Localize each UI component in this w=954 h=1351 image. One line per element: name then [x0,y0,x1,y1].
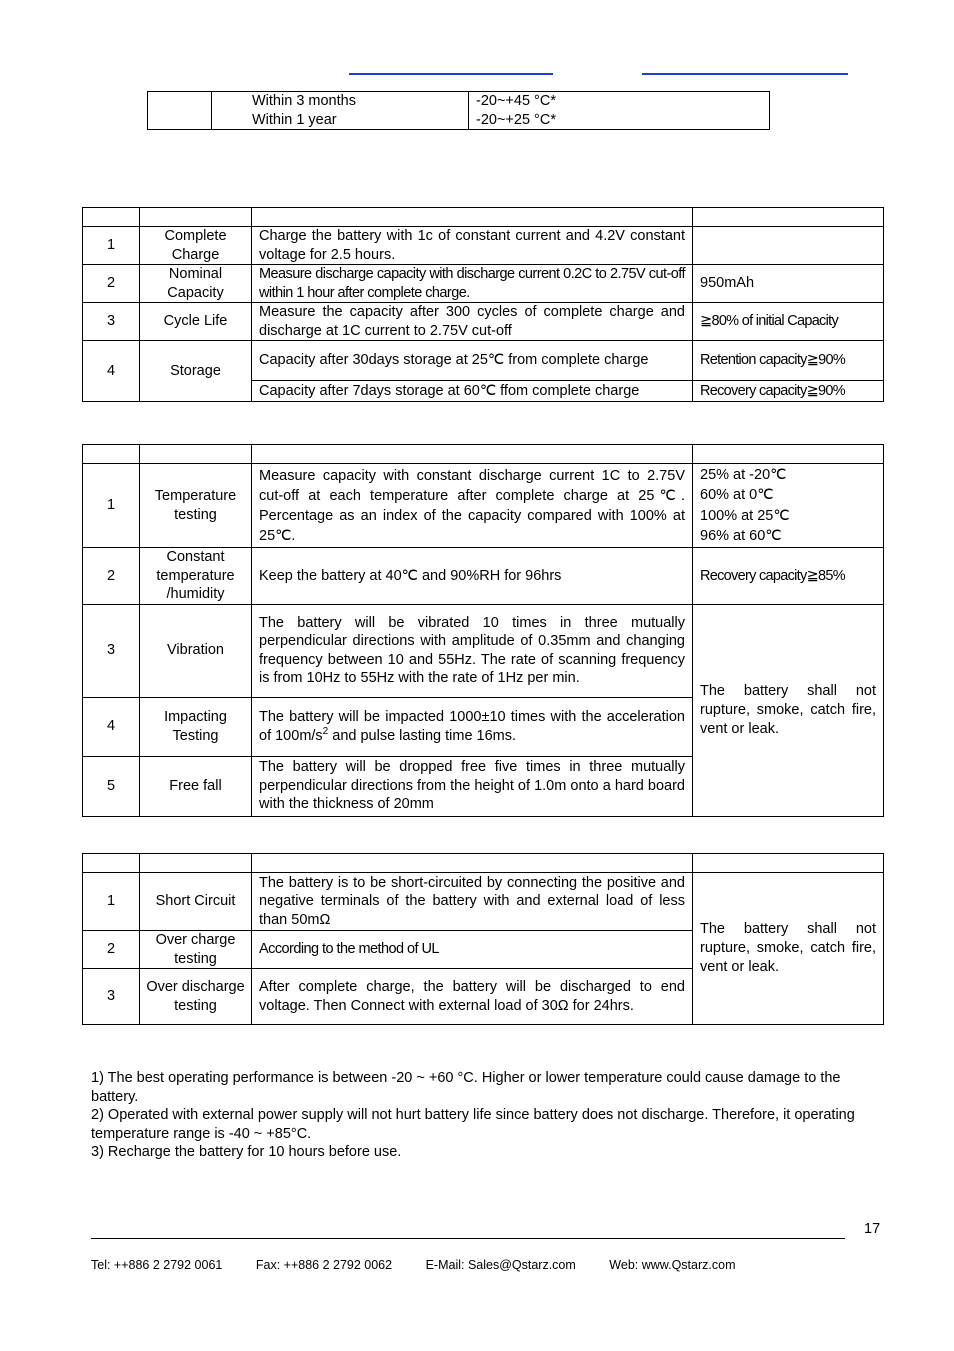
row-number: 4 [83,341,140,402]
storage-blank-cell [148,92,212,130]
table-row [83,464,884,548]
test-method: Capacity after 7days storage at 60℃ ffom complete charge [252,381,693,402]
link-underline-left[interactable] [349,73,553,75]
test-item: Over discharge testing [140,969,252,1025]
footer-email[interactable]: E-Mail: Sales@Qstarz.com [425,1258,576,1272]
note-item: 3) Recharge the battery for 10 hours before use. [91,1144,402,1160]
test-item: Short Circuit [140,873,252,931]
test-item: Vibration [140,604,252,697]
footer-web[interactable]: Web: www.Qstarz.com [609,1258,736,1272]
storage-periods [212,92,469,130]
table-row [83,604,884,697]
test-item: Temperature testing [140,464,252,548]
table-row [83,303,884,341]
row-number: 1 [83,464,140,548]
test-method: Keep the battery at 40℃ and 90%RH for 96hrs [252,548,693,605]
test-method: Charge the battery with 1c of constant current and 4.2V constant voltage for 2.5 hours. [252,227,693,265]
row-number: 5 [83,756,140,816]
test-method: Measure the capacity after 300 cycles of complete charge and discharge at 1C current to 2.75V cut-off [252,303,693,341]
link-underline-right[interactable] [642,73,848,75]
storage-period: Within 3 months [252,93,356,109]
row-number: 1 [83,873,140,931]
test-item: Impacting Testing [140,697,252,756]
table-row [83,873,884,931]
test-method: The battery will be vibrated 10 times in three mutually perpendicular directions with amplitude of 0.35mm and changing frequency between 10 and 55Hz. The rate of scanning frequency is from 10Hz to 55Hz with the rate of 1Hz per min. [252,604,693,697]
electrical-characteristics-table [82,207,884,402]
row-number: 1 [83,227,140,265]
method-text: The battery will be impacted 1000±10 times with the acceleration of 100m/s [259,709,685,744]
temperature-result: 96% at 60℃ [700,528,782,544]
row-number: 2 [83,265,140,303]
test-result: Recovery capacity≧90% [693,381,884,402]
test-item: Nominal Capacity [140,265,252,303]
row-number: 2 [83,931,140,969]
row-number: 4 [83,697,140,756]
test-method: Measure discharge capacity with discharge current 0.2C to 2.75V cut-off within 1 hour after complete charge. [252,265,693,303]
test-method: According to the method of UL [252,931,693,969]
note-item: 2) Operated with external power supply will not hurt battery life since battery does not discharge. Therefore, it operating temperature range is -40 ~ +85°C. [91,1107,855,1142]
test-method: The battery is to be short-circuited by connecting the positive and negative terminals of the battery with and external load of less than 50mΩ [252,873,693,931]
test-item: Complete Charge [140,227,252,265]
test-results [693,464,884,548]
row-number: 2 [83,548,140,605]
row-number: 3 [83,604,140,697]
footer [91,1258,765,1272]
test-result [693,227,884,265]
footer-tel: Tel: ++886 2 2792 0061 [91,1258,223,1272]
test-result: Recovery capacity≧85% [693,548,884,605]
superscript: 2 [322,725,329,737]
test-item: Storage [140,341,252,402]
test-result: ≧80% of initial Capacity [693,303,884,341]
row-number: 3 [83,303,140,341]
footer-divider [91,1238,845,1239]
test-result: 950mAh [693,265,884,303]
test-method: Measure capacity with constant discharge current 1C to 2.75V cut-off at each temperature after complete charge at 25℃. Percentage as an index of the capacity compared with 100% at 25℃. [252,464,693,548]
test-item: Free fall [140,756,252,816]
test-method: After complete charge, the battery will be discharged to end voltage. Then Connect with external load of 30Ω for 24hrs. [252,969,693,1025]
test-method [252,697,693,756]
table-row [83,265,884,303]
storage-ranges [469,92,770,130]
shared-result: The battery shall not rupture, smoke, catch fire, vent or leak. [693,604,884,816]
note-item: 1) The best operating performance is between -20 ~ +60 °C. Higher or lower temperature could cause damage to the battery. [91,1070,841,1105]
test-result: Retention capacity≧90% [693,341,884,381]
safety-characteristics-table [82,853,884,1025]
environmental-characteristics-table [82,444,884,817]
storage-temperature-table [147,91,770,130]
temperature-result: 100% at 25℃ [700,507,790,524]
row-number: 3 [83,969,140,1025]
notes [91,1069,881,1162]
page-number: 17 [864,1221,881,1237]
test-item: Cycle Life [140,303,252,341]
table-header-row [83,445,884,464]
storage-range: -20~+45 °C* [476,93,556,109]
table-header-row [83,854,884,873]
temperature-result: 60% at 0℃ [700,487,774,503]
test-method: The battery will be dropped free five times in three mutually perpendicular directions from the height of 1.0m onto a hard board with the thickness of 20mm [252,756,693,816]
table-header-row [83,208,884,227]
shared-result: The battery shall not rupture, smoke, catch fire, vent or leak. [693,873,884,1025]
test-method: Capacity after 30days storage at 25℃ from complete charge [252,341,693,381]
test-item: Over charge testing [140,931,252,969]
method-text: and pulse lasting time 16ms. [328,727,517,744]
table-row [83,227,884,265]
test-item: Constant temperature /humidity [140,548,252,605]
storage-range: -20~+25 °C* [476,111,556,128]
temperature-result: 25% at -20℃ [700,466,787,483]
table-row [83,548,884,605]
table-row [83,341,884,381]
footer-fax: Fax: ++886 2 2792 0062 [255,1258,393,1272]
storage-period: Within 1 year [252,111,337,128]
